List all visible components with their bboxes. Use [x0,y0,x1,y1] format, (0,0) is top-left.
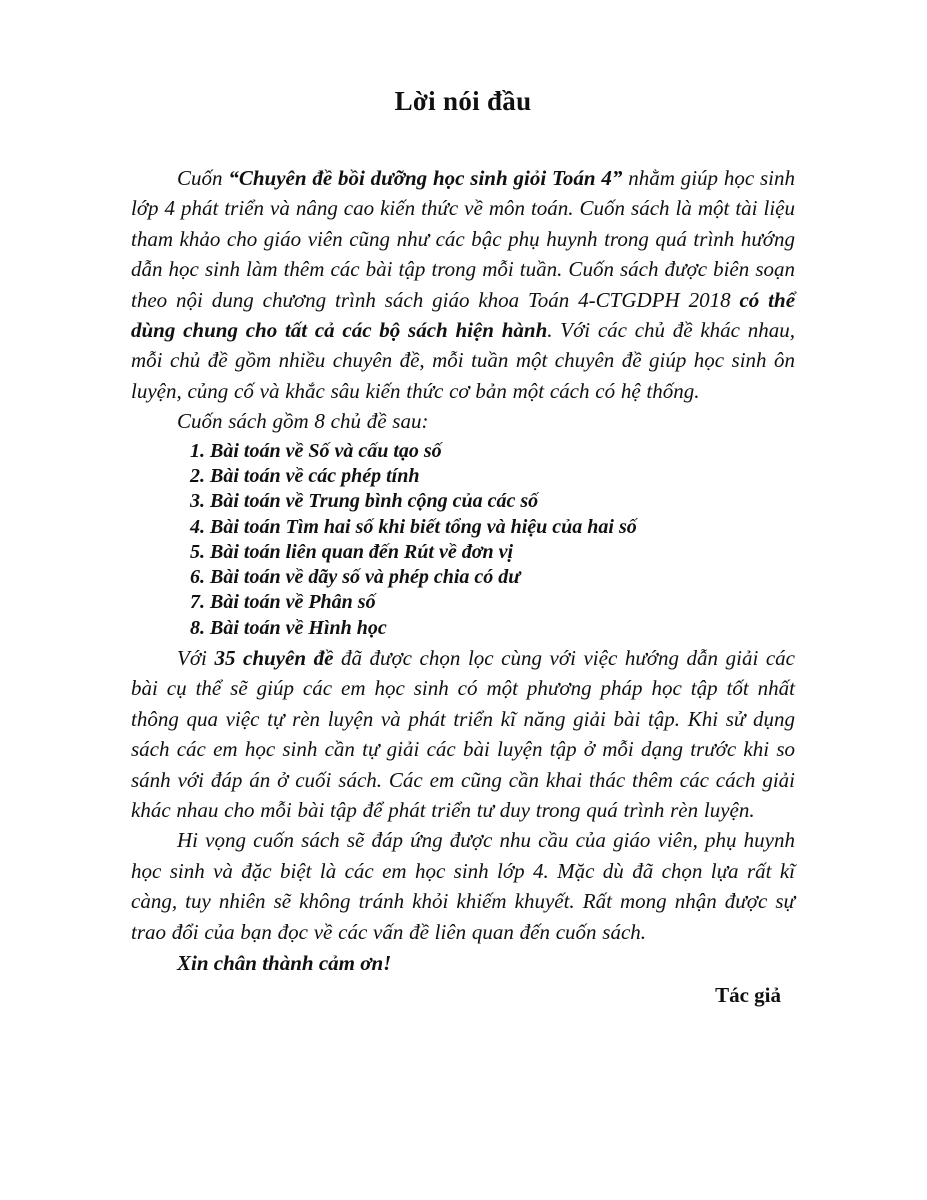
topics-intro-line: Cuốn sách gồm 8 chủ đề sau: [177,409,429,434]
hope-paragraph: Hi vọng cuốn sách sẽ đáp ứng được nhu cầu của giáo viên, phụ huynh học sinh và đặc biệt là các em học sinh lớp 4. Mặc dù đã chọn lựa rất kĩ càng, tuy nhiên sẽ không tránh khỏi khiếm khuyết. Rất mong nhận được sự trao đổi của bạn đọc về các vấn đề liên quan đến cuốn sách. [131,828,795,944]
topic-item-5: 5. Bài toán liên quan đến Rút về đơn vị [190,540,513,563]
topic-item-7: 7. Bài toán về Phân số [190,591,376,614]
intro-paragraph: Cuốn “Chuyên đề bồi dưỡng học sinh giỏi Toán 4” nhằm giúp học sinh lớp 4 phát triển và nâng cao kiến thức về môn toán. Cuốn sách là một tài liệu tham khảo cho giáo viên cũng như các bậc phụ huynh trong quá trình hướng dẫn học sinh làm thêm các bài tập trong mỗi tuần. Cuốn sách được biên soạn theo nội dung chương trình sách giáo khoa Toán 4-CTGDPH 2018 có thể dùng chung cho tất cả các bộ sách hiện hành. Với các chủ đề khác nhau, mỗi chủ đề gồm nhiều chuyên đề, mỗi tuần một chuyên đề giúp học sinh ôn luyện, củng cố và khắc sâu kiến thức cơ bản một cách có hệ thống. [131,166,796,403]
closing-line: Xin chân thành cảm ơn! [177,951,392,976]
method-paragraph: Với 35 chuyên đề đã được chọn lọc cùng với việc hướng dẫn giải các bài cụ thể sẽ giúp các em học sinh có một phương pháp học tập tốt nhất thông qua việc tự rèn luyện và phát triển kĩ năng giải bài tập. Khi sử dụng sách các em học sinh cần tự giải các bài luyện tập ở mỗi dạng trước khi so sánh với đáp án ở cuối sách. Các em cũng cần khai thác thêm các cách giải khác nhau cho mỗi bài tập để phát triển tư duy trong quá trình rèn luyện. [131,646,795,823]
topic-item-4: 4. Bài toán Tìm hai số khi biết tổng và hiệu của hai số [190,515,637,538]
author-signature: Tác giả [715,982,781,1007]
topic-item-1: 1. Bài toán về Số và cấu tạo số [190,439,442,462]
topic-item-6: 6. Bài toán về dãy số và phép chia có dư [190,566,521,589]
topics-list [190,439,795,641]
page-title: Lời nói đầu [394,86,532,116]
topic-item-8: 8. Bài toán về Hình học [190,616,387,639]
topic-item-2: 2. Bài toán về các phép tính [190,464,420,487]
topic-item-3: 3. Bài toán về Trung bình cộng của các số [190,490,539,513]
